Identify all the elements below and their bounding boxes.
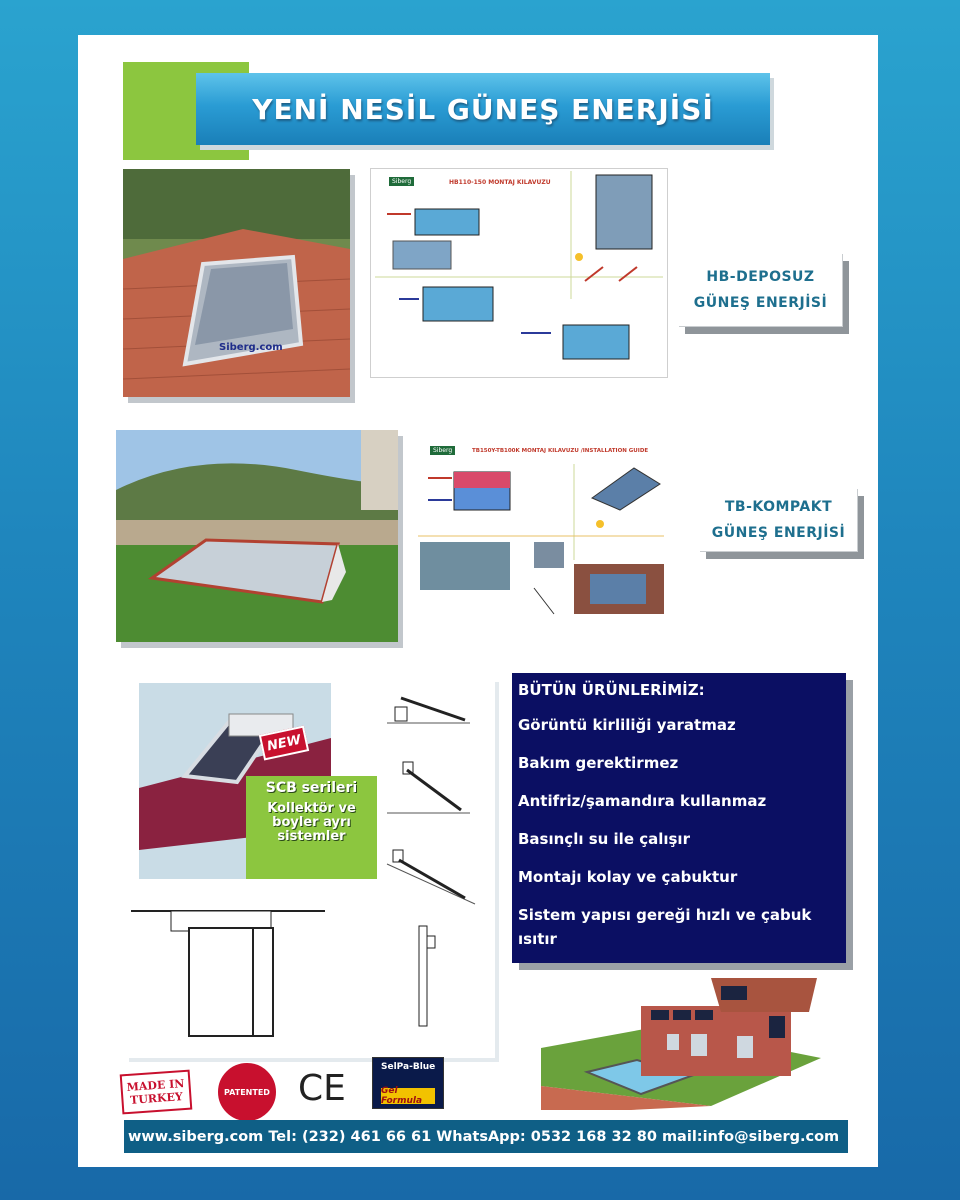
scb-desc-line2: boyler ayrı [272, 815, 351, 830]
roof-collector-photo [123, 169, 350, 397]
made-in-line1: MADE IN [126, 1077, 185, 1095]
selpa-blue-badge [372, 1057, 444, 1109]
patented-seal [218, 1063, 276, 1121]
terrace-collector-photo [116, 430, 398, 642]
tb-product-line1: TB-KOMPAKT [724, 499, 833, 515]
brochure-page [78, 35, 878, 1167]
feature-item: Bakım gerektirmez [518, 754, 679, 772]
feature-item: Antifriz/şamandıra kullanmaz [518, 792, 767, 810]
scb-series-box [246, 776, 377, 879]
title-banner [196, 73, 770, 145]
scb-desc-line3: sistemler [277, 829, 346, 844]
made-in-line2: TURKEY [129, 1090, 184, 1107]
house-illustration [541, 976, 821, 1110]
guide-title: HB110-150 MONTAJ KILAVUZU [449, 179, 551, 186]
photo-brand-label: Siberg.com [219, 342, 283, 353]
guide-logo: Siberg [389, 177, 414, 186]
guide-title: TB150Y-TB100K MONTAJ KILAVUZU /INSTALLATION GUIDE [472, 448, 649, 454]
hb-product-line2: GÜNEŞ ENERJİSİ [693, 295, 828, 311]
feature-item: Basınçlı su ile çalışır [518, 830, 690, 848]
tb-product-label [700, 489, 858, 552]
hb-product-label [679, 254, 843, 327]
features-box [512, 673, 846, 963]
feature-item: Sistem yapısı gereği hızlı ve çabuk ısıtır [518, 906, 812, 948]
selpa-title: SelPa-Blue [381, 1062, 436, 1072]
tb-product-line2: GÜNEŞ ENERJİSİ [711, 525, 846, 541]
feature-item: Montajı kolay ve çabuktur [518, 868, 738, 886]
hb-installation-guide [370, 168, 668, 378]
made-in-turkey-badge [120, 1070, 193, 1115]
contact-footer [124, 1120, 848, 1153]
scb-diagram-panel [125, 678, 495, 1058]
feature-item: Görüntü kirliliği yaratmaz [518, 716, 736, 734]
ce-mark-icon [292, 1067, 352, 1109]
page-title: YENİ NESİL GÜNEŞ ENERJİSİ [252, 92, 714, 126]
patented-text: PATENTED [224, 1087, 270, 1097]
scb-desc-line1: Kollektör ve [267, 801, 356, 816]
new-badge-text: NEW [265, 732, 303, 754]
features-heading: BÜTÜN ÜRÜNLERİMİZ: [518, 681, 705, 699]
guide-logo: Siberg [430, 446, 455, 455]
hb-product-line1: HB-DEPOSUZ [706, 269, 815, 285]
scb-series-title: SCB serileri [265, 780, 358, 796]
footer-contact-text: www.siberg.com Tel: (232) 461 66 61 WhatsApp: 0532 168 32 80 mail:info@siberg.com [128, 1128, 840, 1145]
ce-mark-text: CE [298, 1067, 346, 1109]
selpa-formula: Gel Formula [381, 1088, 435, 1104]
tb-installation-guide [414, 438, 668, 626]
